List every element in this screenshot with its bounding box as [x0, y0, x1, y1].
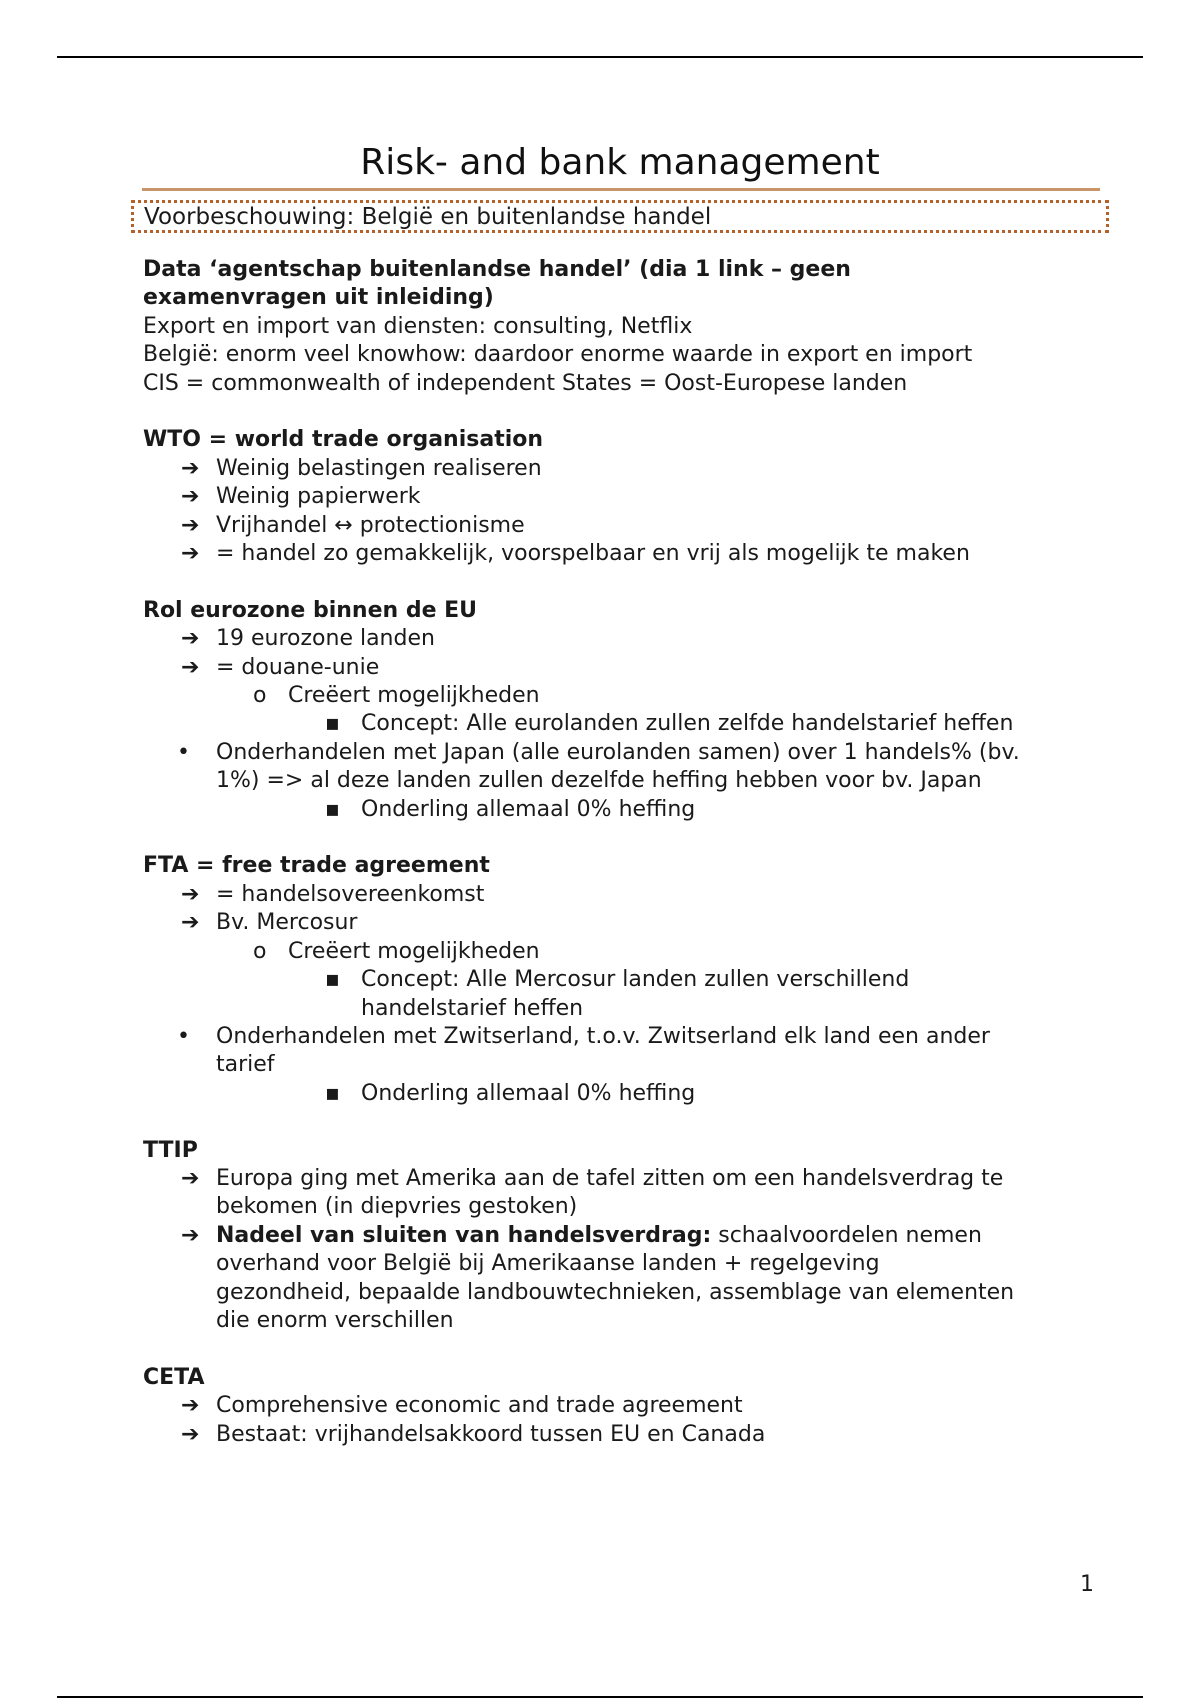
data-line: CIS = commonwealth of independent States = Oost-Europese landen: [143, 370, 908, 396]
list-item-continuation: overhand voor België bij Amerikaanse landen + regelgeving: [216, 1251, 880, 1277]
list-item-continuation: die enorm verschillen: [216, 1307, 454, 1333]
list-item: ➔ Vrijhandel ↔ protectionisme: [143, 512, 1113, 540]
title-underline: [142, 188, 1100, 191]
arrow-icon: ➔: [181, 910, 200, 936]
list-item: ➔ Europa ging met Amerika aan de tafel zitten om een handelsverdrag te: [143, 1165, 1113, 1193]
list-item: o Creëert mogelijkheden: [143, 682, 1113, 710]
arrow-icon: ➔: [181, 1222, 200, 1248]
arrow-icon: ➔: [181, 626, 200, 652]
square-bullet-icon: ▪: [325, 711, 340, 737]
footer-rule: [57, 1696, 1143, 1698]
arrow-icon: ➔: [181, 1393, 200, 1419]
list-item: ➔ Weinig belastingen realiseren: [143, 455, 1113, 483]
list-item: ➔ Bestaat: vrijhandelsakkoord tussen EU en Canada: [143, 1421, 1113, 1449]
list-item: ➔ Bv. Mercosur: [143, 909, 1113, 937]
list-item: ➔ 19 eurozone landen: [143, 625, 1113, 653]
list-item: ▪ Concept: Alle Mercosur landen zullen verschillend: [143, 966, 1113, 994]
dot-bullet-icon: •: [177, 739, 190, 765]
data-line: België: enorm veel knowhow: daardoor enorme waarde in export en import: [143, 342, 973, 368]
list-item: ➔ Nadeel van sluiten van handelsverdrag: schaalvoordelen nemen: [143, 1222, 1113, 1250]
list-item: ▪ Concept: Alle eurolanden zullen zelfde handelstarief heffen: [143, 710, 1113, 738]
list-item: ➔ Weinig papierwerk: [143, 483, 1113, 511]
section-heading: Voorbeschouwing: België en buitenlandse handel: [131, 200, 1109, 233]
list-item: ➔ = douane-unie: [143, 654, 1113, 682]
arrow-icon: ➔: [181, 1421, 200, 1447]
arrow-icon: ➔: [181, 512, 200, 538]
document-body: [143, 256, 1113, 1449]
ttip-heading: TTIP: [143, 1137, 198, 1163]
list-item: o Creëert mogelijkheden: [143, 938, 1113, 966]
arrow-icon: ➔: [181, 455, 200, 481]
eurozone-heading: Rol eurozone binnen de EU: [143, 597, 478, 623]
arrow-icon: ➔: [181, 484, 200, 510]
ceta-heading: CETA: [143, 1364, 205, 1390]
square-bullet-icon: ▪: [325, 796, 340, 822]
page-number: 1: [1080, 1572, 1094, 1597]
arrow-icon: ➔: [181, 541, 200, 567]
list-item-continuation: tarief: [216, 1052, 275, 1078]
list-item-continuation: handelstarief heffen: [361, 995, 584, 1021]
list-item: ➔ = handelsovereenkomst: [143, 881, 1113, 909]
list-item-continuation: 1%) => al deze landen zullen dezelfde heffing hebben voor bv. Japan: [216, 768, 982, 794]
list-item: ➔ = handel zo gemakkelijk, voorspelbaar en vrij als mogelijk te maken: [143, 540, 1113, 568]
circle-bullet-icon: o: [253, 938, 267, 964]
data-heading-line1: Data ‘agentschap buitenlandse handel’ (dia 1 link – geen: [143, 257, 851, 282]
arrow-icon: ➔: [181, 1165, 200, 1191]
circle-bullet-icon: o: [253, 683, 267, 709]
list-item-continuation: gezondheid, bepaalde landbouwtechnieken, assemblage van elementen: [216, 1279, 1015, 1305]
square-bullet-icon: ▪: [325, 1080, 340, 1106]
arrow-icon: ➔: [181, 881, 200, 907]
list-item: ▪ Onderling allemaal 0% heffing: [143, 796, 1113, 824]
list-item: • Onderhandelen met Zwitserland, t.o.v. Zwitserland elk land een ander: [143, 1023, 1113, 1051]
wto-heading: WTO = world trade organisation: [143, 427, 544, 453]
data-line: Export en import van diensten: consulting, Netflix: [143, 313, 693, 339]
list-item: ➔ Comprehensive economic and trade agreement: [143, 1392, 1113, 1420]
fta-heading: FTA = free trade agreement: [143, 853, 490, 879]
square-bullet-icon: ▪: [325, 967, 340, 993]
dot-bullet-icon: •: [177, 1023, 190, 1049]
arrow-icon: ➔: [181, 654, 200, 680]
list-item: • Onderhandelen met Japan (alle eurolanden samen) over 1 handels% (bv.: [143, 739, 1113, 767]
list-item-continuation: bekomen (in diepvries gestoken): [216, 1194, 578, 1220]
header-rule: [57, 56, 1143, 58]
page-title: Risk- and bank management: [360, 142, 880, 183]
list-item: ▪ Onderling allemaal 0% heffing: [143, 1080, 1113, 1108]
data-heading-line2: examenvragen uit inleiding): [143, 285, 494, 311]
